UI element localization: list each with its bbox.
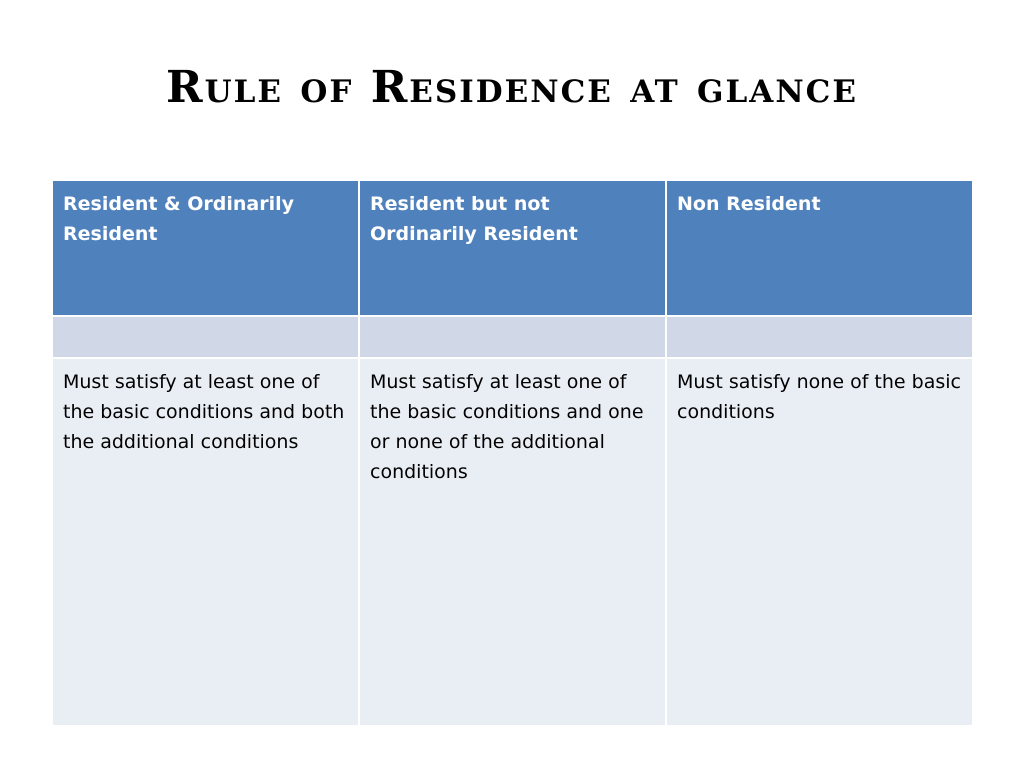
- table-cell-resident-ordinarily-rule: Must satisfy at least one of the basic conditions and both the additional conditions: [52, 358, 359, 726]
- table-cell-empty: [52, 316, 359, 358]
- table-cell-non-resident-rule: Must satisfy none of the basic conditions: [666, 358, 973, 726]
- residence-table: [51, 179, 974, 727]
- table-band-row: [52, 316, 973, 358]
- table-cell-resident-not-ordinarily-rule: Must satisfy at least one of the basic conditions and one or none of the additional conditions: [359, 358, 666, 726]
- header-cell-resident-not-ordinarily: Resident but not Ordinarily Resident: [359, 180, 666, 316]
- header-cell-non-resident: Non Resident: [666, 180, 973, 316]
- table-header-row: [52, 180, 973, 316]
- table-row: [52, 358, 973, 726]
- slide-title: Rule of Residence at glance: [166, 62, 858, 113]
- table-cell-empty: [666, 316, 973, 358]
- table-cell-empty: [359, 316, 666, 358]
- residence-table-container: [51, 179, 973, 727]
- header-cell-resident-ordinarily: Resident & Ordinarily Resident: [52, 180, 359, 316]
